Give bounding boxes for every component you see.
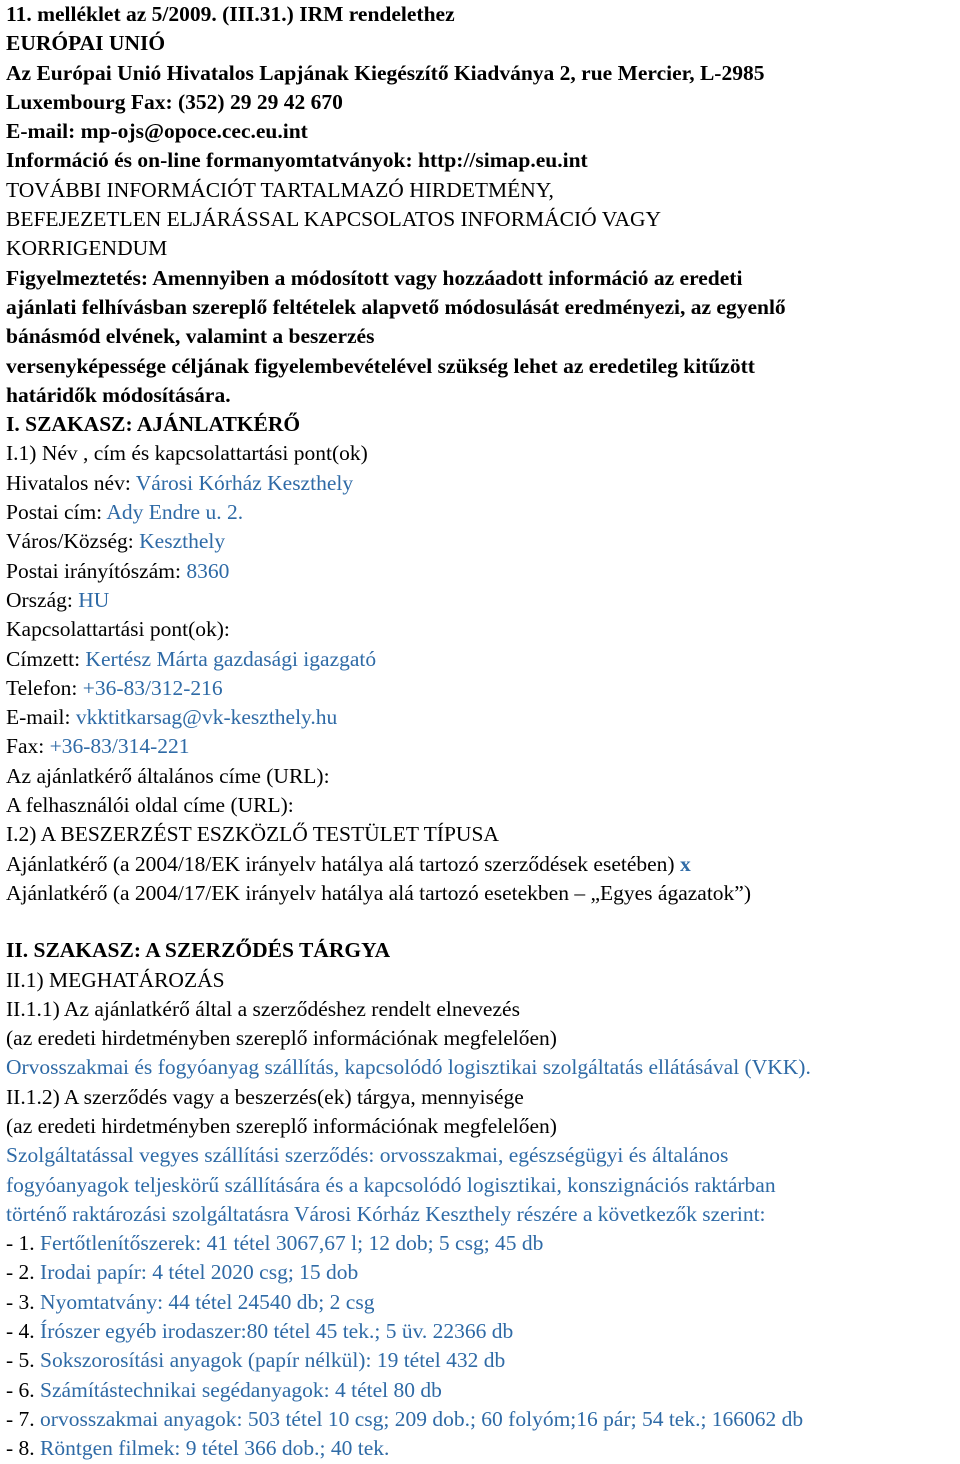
- list-item: [6, 1376, 954, 1405]
- section-1-heading: I. SZAKASZ: AJÁNLATKÉRŐ: [6, 412, 301, 437]
- postal-address-value: Ady Endre u. 2.: [106, 500, 244, 525]
- zip-label: Postai irányítószám:: [6, 558, 187, 583]
- authority-type-a: [6, 850, 954, 879]
- list-item-number: - 8.: [6, 1436, 41, 1461]
- list-item: [6, 1288, 954, 1317]
- section-2-heading: II. SZAKASZ: A SZERZŐDÉS TÁRGYA: [6, 938, 391, 963]
- addressee-value: Kertész Márta gazdasági igazgató: [85, 646, 377, 671]
- authority-type-a-label: Ajánlatkérő (a 2004/18/EK irányelv hatálya alá tartozó szerződések esetében): [6, 851, 680, 876]
- fax-row: [6, 732, 954, 761]
- oj-fax-line: Luxembourg Fax: (352) 29 29 42 670: [6, 89, 343, 114]
- zip-row: [6, 557, 954, 586]
- postal-address-label: Postai cím:: [6, 500, 107, 525]
- list-item: [6, 1434, 954, 1463]
- oj-info-line: Információ és on-line formanyomtatványok: http://simap.eu.int: [6, 148, 588, 173]
- buyer-profile-url-label: A felhasználói oldal címe (URL):: [6, 793, 294, 818]
- contract-description-3: történő raktározási szolgáltatásra Városi Kórház Keszthely részére a következők szerint:: [6, 1201, 766, 1226]
- city-value: Keszthely: [139, 529, 226, 554]
- addressee-row: [6, 645, 954, 674]
- fax-label: Fax:: [6, 734, 50, 759]
- list-item-text: Röntgen filmek: 9 tétel 366 dob.; 40 tek.: [40, 1436, 390, 1461]
- notice-title-3: KORRIGENDUM: [6, 236, 168, 261]
- authority-type-b: Ajánlatkérő (a 2004/17/EK irányelv hatálya alá tartozó esetekben – „Egyes ágazatok”): [6, 880, 752, 905]
- official-name-label: Hivatalos név:: [6, 470, 136, 495]
- list-item-number: - 2.: [6, 1260, 41, 1285]
- list-item-text: orvosszakmai anyagok: 503 tétel 10 csg; 209 dob.; 60 folyóm;16 pár; 54 tek.; 166062 db: [40, 1406, 804, 1431]
- section-2-1-2-note: (az eredeti hirdetményben szereplő információnak megfelelően): [6, 1113, 557, 1138]
- country-row: [6, 586, 954, 615]
- warning-line-5: határidők módosítására.: [6, 382, 231, 407]
- email-value: vkktitkarsag@vk-keszthely.hu: [75, 705, 338, 730]
- list-item: [6, 1405, 954, 1434]
- list-item-text: Sokszorosítási anyagok (papír nélkül): 19 tétel 432 db: [40, 1348, 506, 1373]
- section-1-1-heading: I.1) Név , cím és kapcsolattartási pont(ok): [6, 441, 368, 466]
- list-item-text: Nyomtatvány: 44 tétel 24540 db; 2 csg: [40, 1289, 375, 1314]
- list-item-number: - 7.: [6, 1406, 41, 1431]
- list-item-number: - 3.: [6, 1289, 41, 1314]
- list-item-text: Fertőtlenítőszerek: 41 tétel 3067,67 l; 12 dob; 5 csg; 45 db: [40, 1231, 544, 1256]
- fax-value: +36-83/314-221: [49, 734, 190, 759]
- list-item-number: - 1.: [6, 1231, 41, 1256]
- authority-type-a-mark: x: [679, 851, 691, 876]
- postal-address-row: [6, 498, 954, 527]
- list-item-number: - 6.: [6, 1377, 41, 1402]
- section-1-2-heading: I.2) A BESZERZÉST ESZKÖZLŐ TESTÜLET TÍPUSA: [6, 822, 499, 847]
- general-url-label: Az ajánlatkérő általános címe (URL):: [6, 763, 330, 788]
- list-item: [6, 1258, 954, 1287]
- oj-email-line: E-mail: mp-ojs@opoce.cec.eu.int: [6, 119, 308, 144]
- list-item: [6, 1346, 954, 1375]
- list-item: [6, 1229, 954, 1258]
- warning-line-2: ajánlati felhívásban szereplő feltételek alapvető módosulását eredményezi, az egyenlő: [6, 294, 786, 319]
- city-label: Város/Község:: [6, 529, 140, 554]
- contract-title-value: Orvosszakmai és fogyóanyag szállítás, kapcsolódó logisztikai szolgáltatás ellátásával (VKK).: [6, 1055, 811, 1080]
- section-2-1-2-heading: II.1.2) A szerződés vagy a beszerzés(ek) tárgya, mennyisége: [6, 1084, 524, 1109]
- contract-description-2: fogyóanyagok teljeskörű szállítására és a kapcsolódó logisztikai, konszignációs raktárban: [6, 1172, 776, 1197]
- contract-description-1: Szolgáltatással vegyes szállítási szerződés: orvosszakmai, egészségügyi és általános: [6, 1143, 729, 1168]
- official-name-row: [6, 469, 954, 498]
- list-item-number: - 4.: [6, 1319, 41, 1344]
- oj-address-line: Az Európai Unió Hivatalos Lapjának Kiegészítő Kiadványa 2, rue Mercier, L-2985: [6, 60, 765, 85]
- city-row: [6, 527, 954, 556]
- phone-label: Telefon:: [6, 675, 83, 700]
- warning-line-3: bánásmód elvének, valamint a beszerzés: [6, 324, 375, 349]
- country-value: HU: [78, 587, 110, 612]
- eu-header: EURÓPAI UNIÓ: [6, 31, 166, 56]
- phone-value: +36-83/312-216: [82, 675, 223, 700]
- list-item-text: Irodai papír: 4 tétel 2020 csg; 15 dob: [40, 1260, 359, 1285]
- addressee-label: Címzett:: [6, 646, 86, 671]
- email-row: [6, 703, 954, 732]
- email-label: E-mail:: [6, 705, 76, 730]
- contact-points-label: Kapcsolattartási pont(ok):: [6, 617, 230, 642]
- list-item: [6, 1317, 954, 1346]
- annex-reference: 11. melléklet az 5/2009. (III.31.) IRM rendelethez: [6, 2, 455, 26]
- list-item-text: Számítástechnikai segédanyagok: 4 tétel 80 db: [40, 1377, 442, 1402]
- warning-line-1: Figyelmeztetés: Amennyiben a módosított vagy hozzáadott információ az eredeti: [6, 265, 743, 290]
- warning-line-4: versenyképessége céljának figyelembevételével szükség lehet az eredetileg kitűzött: [6, 353, 755, 378]
- zip-value: 8360: [186, 558, 230, 583]
- list-item-number: - 5.: [6, 1348, 41, 1373]
- country-label: Ország:: [6, 587, 79, 612]
- section-2-1-heading: II.1) MEGHATÁROZÁS: [6, 967, 225, 992]
- list-item-text: Írószer egyéb irodaszer:80 tétel 45 tek.; 5 üv. 22366 db: [40, 1319, 514, 1344]
- notice-title-2: BEFEJEZETLEN ELJÁRÁSSAL KAPCSOLATOS INFORMÁCIÓ VAGY: [6, 207, 662, 232]
- phone-row: [6, 674, 954, 703]
- section-2-1-1-note: (az eredeti hirdetményben szereplő információnak megfelelően): [6, 1026, 557, 1051]
- section-2-1-1-heading: II.1.1) Az ajánlatkérő által a szerződéshez rendelt elnevezés: [6, 996, 520, 1021]
- spacer: [6, 908, 954, 936]
- notice-title-1: TOVÁBBI INFORMÁCIÓT TARTALMAZÓ HIRDETMÉNY,: [6, 177, 554, 202]
- official-name-value: Városi Kórház Keszthely: [135, 470, 354, 495]
